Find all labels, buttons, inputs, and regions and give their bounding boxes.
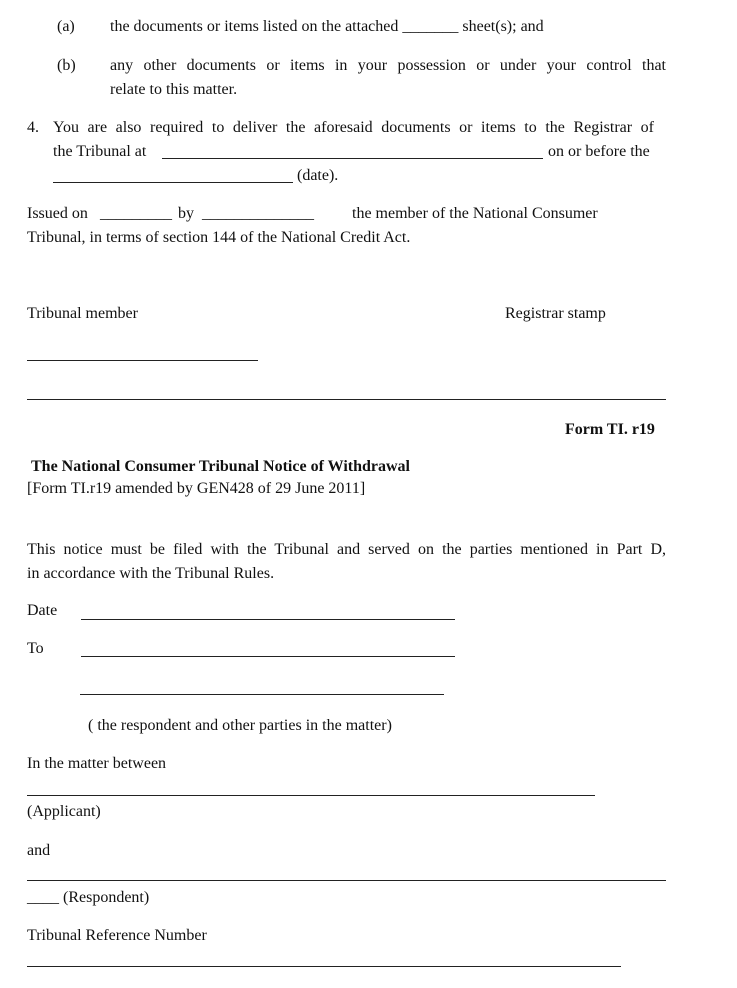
date-label: Date [27, 602, 58, 619]
respondent-blank: ____ [27, 889, 59, 906]
issued-rest: the member of the National Consumer [352, 205, 598, 222]
item-a-text [110, 17, 544, 37]
registrar-stamp-label: Registrar stamp [505, 305, 606, 322]
tribunal-member-signature-line [27, 360, 258, 361]
respondent-note: ( the respondent and other parties in the matter) [88, 717, 392, 734]
para4-date-label: (date). [297, 167, 339, 184]
item-a-marker: (a) [57, 18, 75, 35]
respondent-text: (Respondent) [63, 889, 150, 906]
item-b-line2: relate to this matter. [110, 81, 238, 98]
item-b-marker: (b) [57, 57, 76, 74]
issued-line2: Tribunal, in terms of section 144 of the National Credit Act. [27, 229, 411, 246]
item-a-text-before: the documents or items listed on the attached [110, 18, 399, 35]
matter-between-label: In the matter between [27, 755, 167, 772]
item-a-text-after: sheet(s); and [462, 18, 544, 35]
tribunal-location-line [162, 158, 543, 159]
to-line-1 [81, 656, 455, 657]
delivery-date-line [53, 182, 293, 183]
applicant-label: (Applicant) [27, 803, 101, 820]
reference-number-line [27, 966, 621, 967]
issued-date-blank: _________ [100, 205, 172, 222]
para4-number: 4. [27, 119, 39, 136]
date-line [81, 619, 455, 620]
issued-by: by [178, 205, 194, 222]
para4-line2-start: the Tribunal at [53, 143, 147, 160]
and-label: and [27, 842, 51, 859]
issued-label: Issued on [27, 205, 88, 222]
respondent-label [27, 888, 149, 908]
section-divider [27, 399, 666, 400]
notice-line2: in accordance with the Tribunal Rules. [27, 565, 275, 582]
para4-line2-end: on or before the [548, 143, 650, 160]
form-amendment: [Form TI.r19 amended by GEN428 of 29 June 2011] [27, 480, 366, 497]
item-a-sheet-count-blank: _______ [402, 18, 459, 35]
respondent-line [27, 880, 666, 881]
applicant-line [27, 795, 595, 796]
reference-number-label: Tribunal Reference Number [27, 927, 207, 944]
form-code: Form TI. r19 [565, 421, 655, 438]
item-b-line1: any other documents or items in your possession or under your control that [110, 57, 666, 74]
form-title: The National Consumer Tribunal Notice of Withdrawal [31, 458, 410, 475]
to-label: To [27, 640, 44, 657]
para4-line1: You are also required to deliver the aforesaid documents or items to the Registrar of [53, 119, 654, 136]
notice-line1: This notice must be filed with the Tribunal and served on the parties mentioned in Part D, [27, 541, 666, 558]
tribunal-member-label: Tribunal member [27, 305, 138, 322]
to-line-2 [80, 694, 444, 695]
issued-member-blank: ______________ [202, 205, 314, 222]
